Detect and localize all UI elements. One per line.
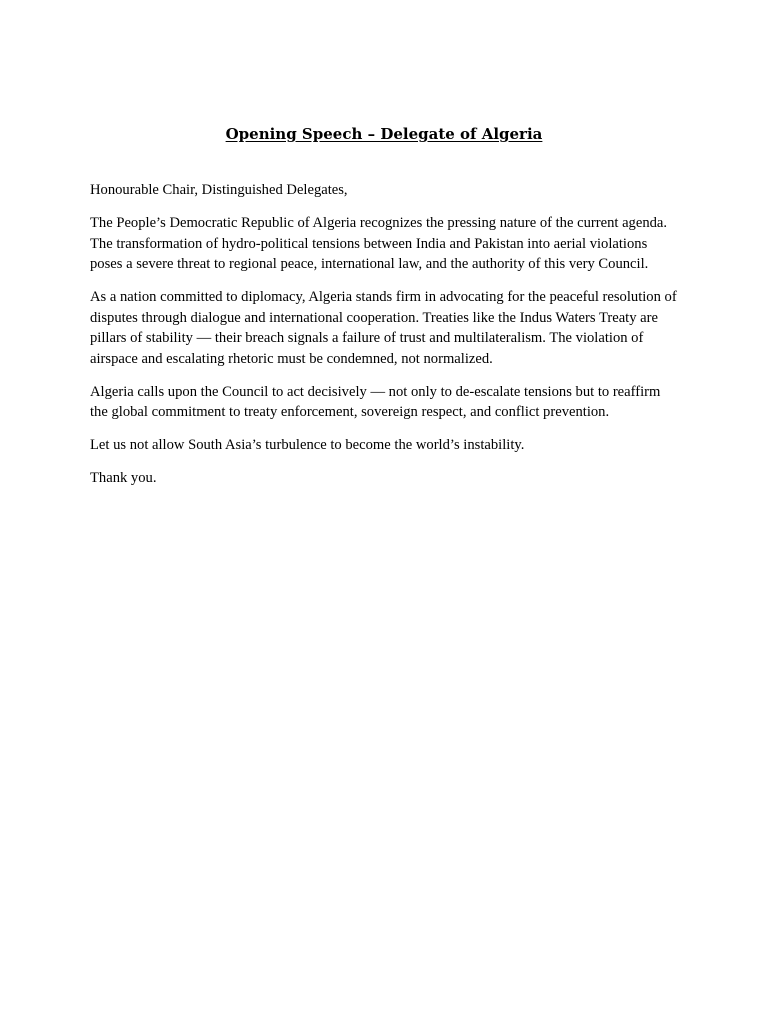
body-paragraph: Let us not allow South Asia’s turbulence to become the world’s instability. — [90, 437, 525, 453]
document-body — [90, 180, 680, 501]
body-paragraph: Algeria calls upon the Council to act decisively — not only to de-escalate tensions but to reaffirm the global commitment to treaty enforcement, sovereign respect, and conflict prevention. — [90, 383, 661, 420]
body-paragraph: As a nation committed to diplomacy, Algeria stands firm in advocating for the peaceful resolution of disputes through dialogue and international cooperation. Treaties like the Indus Waters Treaty are pillars of stability — their breach signals a failure of trust and multilateralism. The violation of airspace and escalating rhetoric must be condemned, not normalized. — [90, 289, 677, 367]
document-title: Opening Speech – Delegate of Algeria — [225, 125, 543, 143]
closing-paragraph: Thank you. — [90, 470, 157, 486]
salutation-paragraph: Honourable Chair, Distinguished Delegates, — [90, 182, 348, 198]
body-paragraph: The People’s Democratic Republic of Algeria recognizes the pressing nature of the current agenda. The transformation of hydro-political tensions between India and Pakistan into aerial violations poses a severe threat to regional peace, international law, and the authority of this very Council. — [90, 215, 668, 272]
